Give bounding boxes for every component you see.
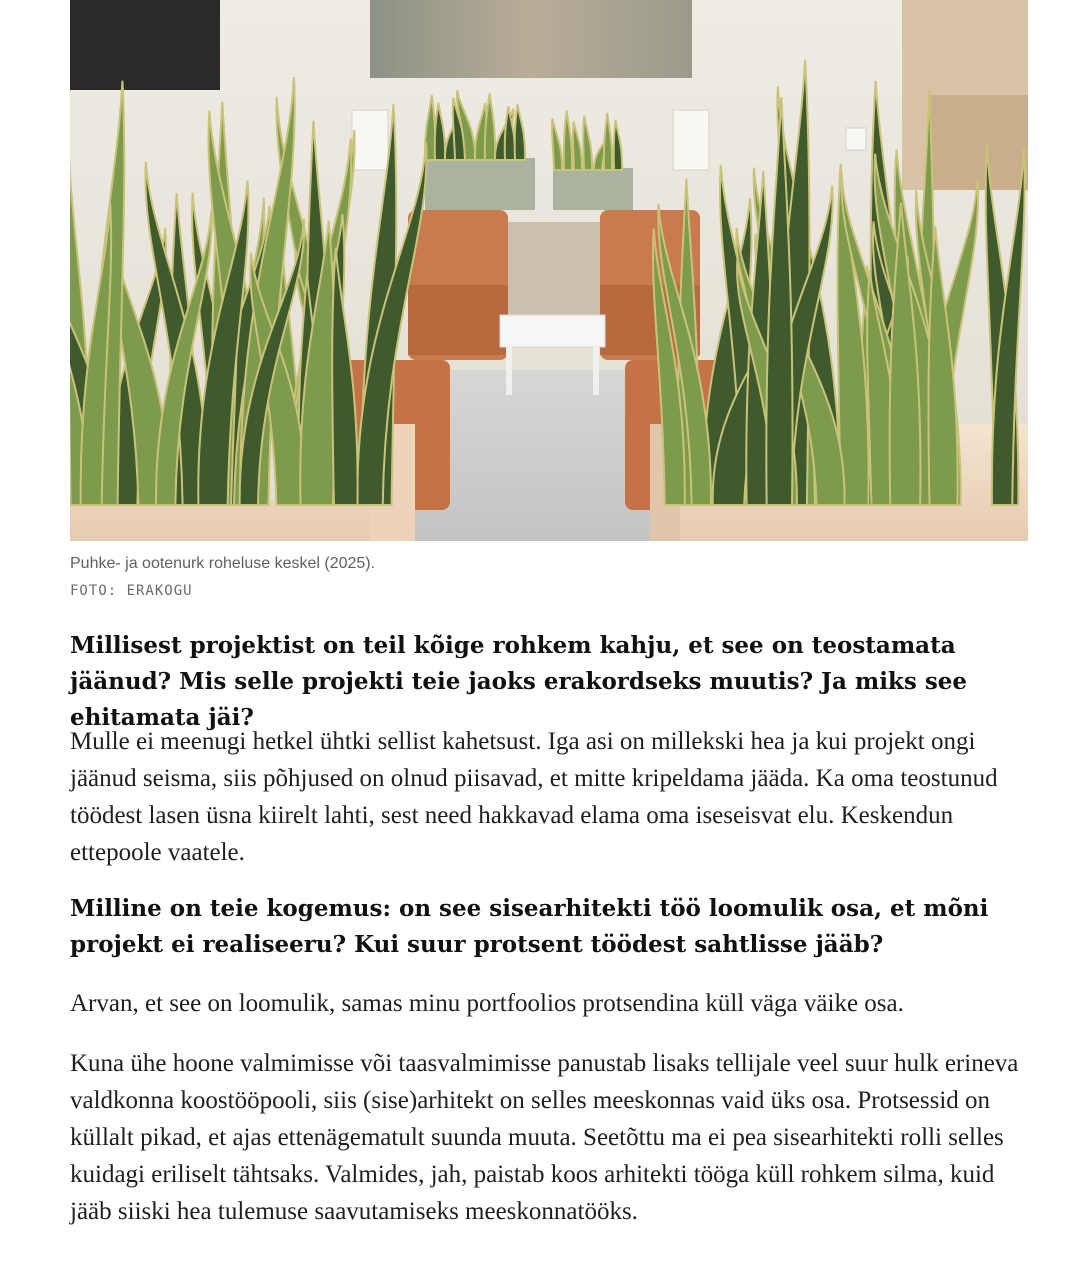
question-2: Milline on teie kogemus: on see sisearhitekti töö loomulik osa, et mõni projekt ei realiseeru? Kui suur protsent töödest sahtlisse jääb? — [70, 895, 989, 958]
image-credit: FOTO: ERAKOGU — [70, 583, 193, 599]
plants-lounge-image — [70, 0, 1028, 541]
image-caption: Puhke- ja ootenurk roheluse keskel (2025). — [70, 555, 376, 572]
question-1: Millisest projektist on teil kõige rohkem kahju, et see on teostamata jäänud? Mis selle projekti teie jaoks erakordseks muutis? Ja miks see ehitamata jäi? — [70, 632, 968, 731]
article-photo — [70, 0, 1028, 541]
article-body — [70, 0, 1028, 1225]
answer-1: Mulle ei meenugi hetkel ühtki sellist kahetsust. Iga asi on millekski hea ja kui projekt ongi jäänud seisma, siis põhjused on olnud piisavad, et mitte kripeldama jääda. Ka oma teostunud töödest lasen üsna kiirelt lahti, sest need hakkavad elama oma iseseisvat elu. Keskendun ettepoole vaatele. — [70, 728, 998, 866]
answer-2: Arvan, et see on loomulik, samas minu portfoolios protsendina küll väga väike osa. — [70, 990, 904, 1017]
answer-3: Kuna ühe hoone valmimisse või taasvalmimisse panustab lisaks tellijale veel suur hulk erineva valdkonna koostööpooli, siis (sise)arhitekt on selles meeskonnas vaid üks osa. Protsessid on küllalt pikad, et ajas ettenägematult suunda muuta. Seetõttu ma ei pea sisearhitekti rolli selles kuidagi eriliselt tähtsaks. Valmides, jah, paistab koos arhitekti tööga küll rohkem silma, kuid jääb siiski hea tulemuse saavutamiseks meeskonnatööks. — [70, 1050, 1019, 1225]
